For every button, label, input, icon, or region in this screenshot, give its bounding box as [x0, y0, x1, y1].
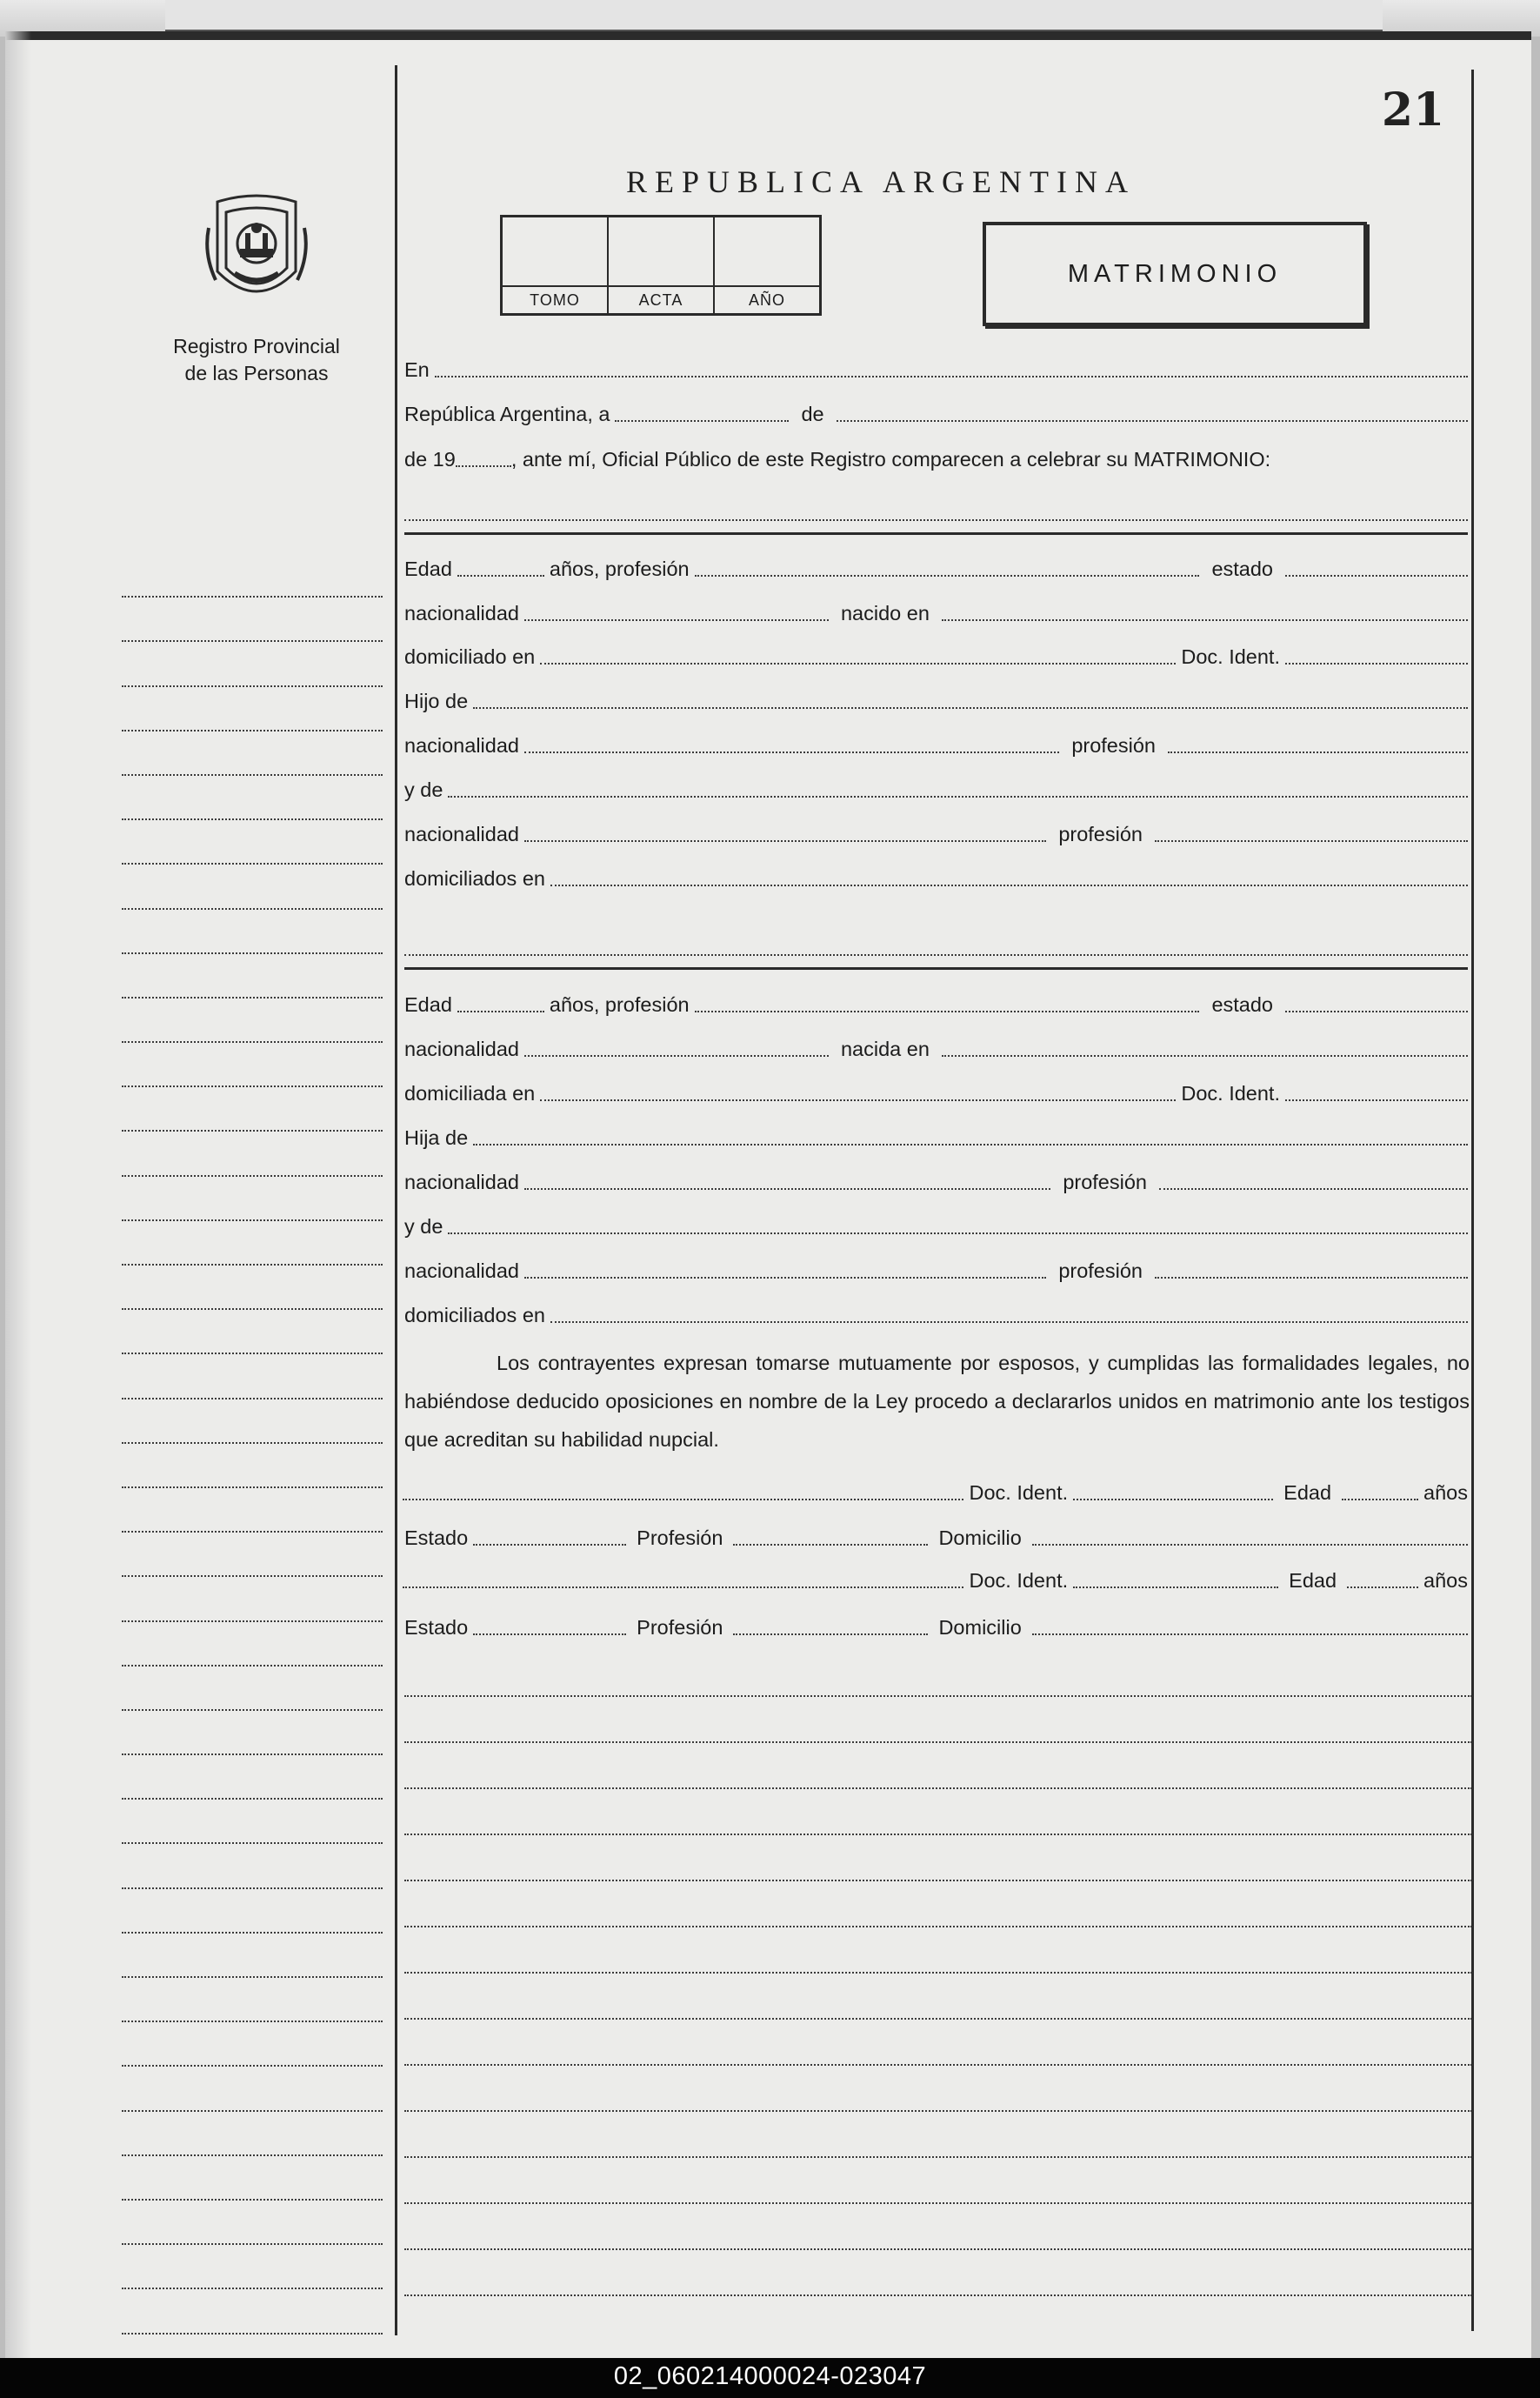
label-y-de: y de: [404, 1215, 443, 1238]
day-field[interactable]: [615, 403, 789, 422]
label-doc-ident: Doc. Ident.: [1181, 645, 1280, 668]
bride-nationality-field[interactable]: [524, 1038, 829, 1057]
intro-line-en: [403, 353, 1468, 383]
bride-father-field[interactable]: [473, 1126, 1468, 1146]
bride-age-field[interactable]: [457, 993, 544, 1012]
margin-line[interactable]: [122, 1622, 383, 1667]
label-nacida-en: nacida en: [840, 1038, 930, 1060]
country-title: REPUBLICA ARGENTINA: [626, 164, 1137, 199]
margin-line[interactable]: [122, 1354, 383, 1399]
witness1-id-field[interactable]: [1073, 1481, 1273, 1500]
margin-line[interactable]: [122, 1087, 383, 1132]
witness1-name-field[interactable]: [403, 1481, 963, 1500]
bride-father-nationality-field[interactable]: [524, 1171, 1050, 1190]
intro-line-year: [403, 443, 1468, 472]
bride-status-field[interactable]: [1285, 993, 1468, 1012]
groom-line-hijo: [403, 685, 1468, 714]
label-edad: Edad: [1289, 1569, 1337, 1592]
groom-parents-address-field[interactable]: [550, 867, 1468, 886]
groom-father-profession-field[interactable]: [1168, 734, 1468, 753]
label-domicilio: Domicilio: [938, 1526, 1022, 1549]
groom-line-y-de: [403, 773, 1468, 803]
bride-birthplace-field[interactable]: [942, 1038, 1468, 1057]
bride-id-field[interactable]: [1285, 1082, 1468, 1101]
margin-line[interactable]: [122, 687, 383, 731]
margin-line[interactable]: [122, 553, 383, 598]
label-doc-ident: Doc. Ident.: [969, 1481, 1069, 1504]
label-edad: Edad: [404, 558, 452, 580]
label-domicilio: Domicilio: [938, 1616, 1022, 1639]
groom-mother-field[interactable]: [448, 778, 1468, 798]
margin-line[interactable]: [122, 1889, 383, 1934]
bride-line-mother-nationality: [403, 1254, 1468, 1284]
label-domiciliada-en: domiciliada en: [404, 1082, 536, 1105]
label-nacido-en: nacido en: [840, 602, 930, 625]
groom-birthplace-field[interactable]: [942, 602, 1468, 621]
margin-line[interactable]: [122, 598, 383, 642]
margin-line[interactable]: [122, 2067, 383, 2111]
margin-line[interactable]: [122, 954, 383, 999]
label-anos-profesion: años, profesión: [549, 558, 690, 580]
margin-divider-line: [395, 65, 397, 2335]
bride-mother-nationality-field[interactable]: [524, 1259, 1046, 1279]
bride-parents-address-field[interactable]: [550, 1304, 1468, 1323]
witness2-line-name: [403, 1564, 1468, 1593]
witness1-status-field[interactable]: [473, 1526, 626, 1546]
groom-profession-field[interactable]: [695, 558, 1200, 577]
acta-label: ACTA: [609, 285, 713, 313]
office-name: [139, 333, 374, 387]
margin-line[interactable]: [122, 1221, 383, 1266]
bride-profession-field[interactable]: [695, 993, 1200, 1012]
office-name-line1: Registro Provincial: [173, 335, 340, 357]
margin-line[interactable]: [122, 2112, 383, 2156]
witness2-profession-field[interactable]: [733, 1616, 928, 1635]
label-nacionalidad: nacionalidad: [404, 602, 519, 625]
notes-line[interactable]: [404, 1789, 1472, 1835]
bride-line-father-nationality: [403, 1166, 1468, 1195]
groom-address-field[interactable]: [540, 645, 1176, 665]
bride-line-edad: [403, 988, 1468, 1018]
label-doc-ident: Doc. Ident.: [969, 1569, 1069, 1592]
margin-line[interactable]: [122, 1934, 383, 1978]
label-profesion: profesión: [1058, 1259, 1143, 1282]
margin-line[interactable]: [122, 731, 383, 776]
groom-age-field[interactable]: [457, 558, 544, 577]
label-domiciliados-en: domiciliados en: [404, 1304, 545, 1326]
label-profesion: Profesión: [637, 1526, 723, 1549]
section-divider-2: [404, 967, 1468, 970]
bride-address-field[interactable]: [540, 1082, 1176, 1101]
acta-cell[interactable]: [609, 217, 715, 313]
witness1-line-estado: [403, 1521, 1468, 1551]
groom-status-field[interactable]: [1285, 558, 1468, 577]
notes-line[interactable]: [404, 1927, 1472, 1974]
witness2-id-field[interactable]: [1073, 1569, 1278, 1588]
margin-line[interactable]: [122, 1844, 383, 1888]
notes-line[interactable]: [404, 2066, 1472, 2112]
margin-line[interactable]: [122, 1800, 383, 1844]
margin-line[interactable]: [122, 1978, 383, 2022]
margin-line[interactable]: [122, 1310, 383, 1354]
label-domiciliado-en: domiciliado en: [404, 645, 536, 668]
label-edad: Edad: [404, 993, 452, 1016]
label-nacionalidad: nacionalidad: [404, 823, 519, 845]
label-nacionalidad: nacionalidad: [404, 734, 519, 757]
groom-line-father-nationality: [403, 729, 1468, 758]
margin-line[interactable]: [122, 1667, 383, 1711]
witness2-address-field[interactable]: [1032, 1616, 1468, 1635]
notes-line[interactable]: [404, 2112, 1472, 2158]
groom-line-nacionalidad: [403, 597, 1468, 626]
previous-page-edge: [165, 0, 1383, 32]
label-nacionalidad: nacionalidad: [404, 1259, 519, 1282]
margin-line[interactable]: [122, 1266, 383, 1310]
groom-father-nationality-field[interactable]: [524, 734, 1059, 753]
margin-line[interactable]: [122, 865, 383, 909]
bride-mother-profession-field[interactable]: [1155, 1259, 1468, 1279]
witness1-line-name: [403, 1476, 1468, 1506]
label-nacionalidad: nacionalidad: [404, 1171, 519, 1193]
ano-cell[interactable]: [715, 217, 819, 313]
margin-line[interactable]: [122, 1488, 383, 1533]
scan-file-id: 02_060214000024-023047: [613, 2362, 927, 2390]
label-estado: estado: [1211, 993, 1273, 1016]
margin-notes: [122, 553, 383, 2335]
groom-id-field[interactable]: [1285, 645, 1468, 665]
month-field[interactable]: [837, 403, 1468, 422]
groom-line-edad: [403, 552, 1468, 582]
provincial-seal-icon: [202, 193, 311, 315]
margin-line[interactable]: [122, 1755, 383, 1800]
label-doc-ident: Doc. Ident.: [1181, 1082, 1280, 1105]
margin-line[interactable]: [122, 999, 383, 1043]
groom-extra-line[interactable]: [404, 954, 1468, 956]
margin-line[interactable]: [122, 1043, 383, 1087]
notes-line[interactable]: [404, 1651, 1472, 1697]
label-profesion: Profesión: [637, 1616, 723, 1639]
groom-father-field[interactable]: [473, 690, 1468, 709]
bride-line-domicilio: [403, 1077, 1468, 1106]
bride-line-y-de: [403, 1210, 1468, 1239]
margin-line[interactable]: [122, 2245, 383, 2289]
label-de-19: de 19: [404, 448, 456, 471]
witness2-status-field[interactable]: [473, 1616, 626, 1635]
tomo-acta-ano-box: [500, 215, 822, 316]
witness1-profession-field[interactable]: [733, 1526, 928, 1546]
groom-line-domicilio: [403, 640, 1468, 670]
label-anos: años: [1423, 1569, 1468, 1592]
witness2-age-field[interactable]: [1347, 1569, 1418, 1588]
label-profesion: profesión: [1063, 1171, 1147, 1193]
margin-line[interactable]: [122, 1444, 383, 1488]
margin-line[interactable]: [122, 1711, 383, 1755]
intro-extra-line[interactable]: [404, 519, 1468, 521]
tomo-label: TOMO: [503, 285, 607, 313]
notes-line[interactable]: [404, 2204, 1472, 2250]
label-estado: Estado: [404, 1526, 469, 1549]
tomo-cell[interactable]: [503, 217, 609, 313]
margin-line[interactable]: [122, 1533, 383, 1577]
additional-notes: [404, 1651, 1472, 2296]
label-y-de: y de: [404, 778, 443, 801]
bride-line-hija: [403, 1121, 1468, 1151]
bride-mother-field[interactable]: [448, 1215, 1468, 1234]
notes-line[interactable]: [404, 1743, 1472, 1789]
notes-line[interactable]: [404, 2158, 1472, 2204]
notes-line[interactable]: [404, 1974, 1472, 2020]
label-anos-profesion: años, profesión: [549, 993, 690, 1016]
label-domiciliados-en: domiciliados en: [404, 867, 545, 890]
notes-line[interactable]: [404, 2020, 1472, 2066]
place-field[interactable]: [435, 358, 1468, 377]
label-anos: años: [1423, 1481, 1468, 1504]
margin-line[interactable]: [122, 2289, 383, 2334]
ano-label: AÑO: [715, 285, 819, 313]
margin-line[interactable]: [122, 1577, 383, 1621]
margin-line[interactable]: [122, 1132, 383, 1176]
page-number: 21: [1381, 83, 1445, 137]
groom-nationality-field[interactable]: [524, 602, 829, 621]
label-hija-de: Hija de: [404, 1126, 469, 1149]
record-type-box: [983, 222, 1367, 326]
year-field[interactable]: [456, 448, 511, 467]
label-republica: República Argentina, a: [404, 403, 610, 425]
margin-line[interactable]: [122, 2156, 383, 2201]
label-estado: estado: [1211, 558, 1273, 580]
margin-line[interactable]: [122, 820, 383, 865]
intro-line-date: [403, 397, 1468, 427]
label-estado: Estado: [404, 1616, 469, 1639]
label-ante: , ante mí, Oficial Público de este Registro comparecen a celebrar su MATRIMONIO:: [510, 448, 1271, 471]
margin-line[interactable]: [122, 910, 383, 954]
notes-line[interactable]: [404, 1697, 1472, 1743]
bride-line-parents-address: [403, 1299, 1468, 1328]
label-hijo-de: Hijo de: [404, 690, 469, 712]
groom-mother-profession-field[interactable]: [1155, 823, 1468, 842]
notes-line[interactable]: [404, 2250, 1472, 2296]
witness2-line-estado: [403, 1611, 1468, 1640]
label-profesion: profesión: [1071, 734, 1156, 757]
page-binding-shadow: [5, 31, 31, 2358]
label-de: de: [801, 403, 824, 425]
margin-line[interactable]: [122, 642, 383, 686]
margin-line[interactable]: [122, 1399, 383, 1444]
label-en: En: [404, 358, 430, 381]
notes-line[interactable]: [404, 1881, 1472, 1927]
witness1-age-field[interactable]: [1342, 1481, 1418, 1500]
office-name-line2: de las Personas: [184, 362, 329, 384]
groom-mother-nationality-field[interactable]: [524, 823, 1046, 842]
margin-line[interactable]: [122, 776, 383, 820]
witness1-address-field[interactable]: [1032, 1526, 1468, 1546]
witness2-name-field[interactable]: [403, 1569, 963, 1588]
bride-line-nacionalidad: [403, 1032, 1468, 1062]
label-profesion: profesión: [1058, 823, 1143, 845]
bride-father-profession-field[interactable]: [1159, 1171, 1468, 1190]
margin-line[interactable]: [122, 2201, 383, 2245]
section-divider-1: [404, 532, 1468, 535]
margin-line[interactable]: [122, 1177, 383, 1221]
notes-line[interactable]: [404, 1835, 1472, 1881]
label-nacionalidad: nacionalidad: [404, 1038, 519, 1060]
declaration-text: Los contrayentes expresan tomarse mutuamente por esposos, y cumplidas las formalidades legales, no habiéndose deducido oposiciones en nombre de la Ley procedo a declararlos unidos en matrimonio ante los testigos que acreditan su habilidad nupcial.: [404, 1352, 1470, 1451]
label-edad: Edad: [1283, 1481, 1332, 1504]
margin-line[interactable]: [122, 2022, 383, 2067]
record-type-label: MATRIMONIO: [1067, 259, 1283, 288]
groom-line-mother-nationality: [403, 818, 1468, 847]
groom-line-parents-address: [403, 862, 1468, 892]
